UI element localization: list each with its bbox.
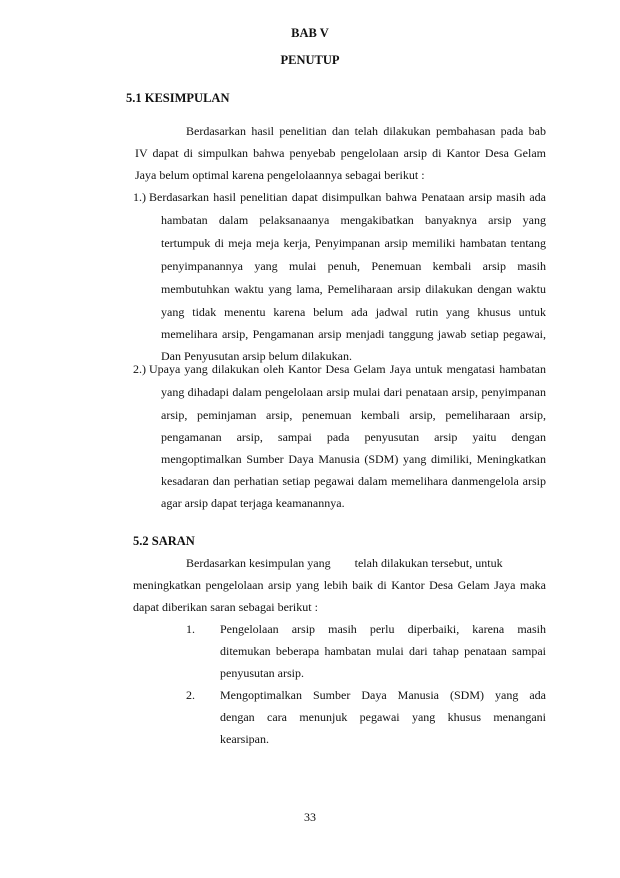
list-item-line: memelihara arsip, Pengamanan arsip menjadi tanggung jawab setiap pegawai,	[161, 327, 546, 341]
list-item-line: kesadaran dan perhatian setiap pegawai dalam memelihara danmengelola arsip	[161, 474, 546, 488]
list-item-line: membutuhkan waktu yang lama, Pemeliharaan arsip dilakukan dengan waktu	[161, 282, 546, 296]
list-item-line: tertumpuk di meja meja kerja, Penyimpanan arsip memiliki hambatan tentang	[161, 236, 546, 250]
list-item-line: kearsipan.	[220, 732, 269, 746]
list-item-line: Upaya yang dilakukan oleh Kantor Desa Gelam Jaya untuk mengatasi hambatan	[149, 362, 546, 376]
paragraph-line: Berdasarkan hasil penelitian dan telah dilakukan pembahasan pada bab	[186, 124, 546, 138]
list-item-line: arsip, peminjaman arsip, penemuan kembali arsip, pemeliharaan arsip,	[161, 408, 546, 422]
list-item-line: penyimpanannya yang mulai penuh, Penemuan kembali arsip masih	[161, 259, 546, 273]
list-item-line: Dan Penyusutan arsip belum dilakukan.	[161, 349, 352, 363]
list-marker: 1.	[186, 622, 195, 636]
section-heading-saran: 5.2 SARAN	[133, 534, 195, 548]
list-item-line: dengan cara menunjuk pegawai yang khusus menangani	[220, 710, 546, 724]
list-item-line: yang tidak menentu karena belum ada jadwal rutin yang khusus untuk	[161, 305, 546, 319]
list-item-line: pengamanan arsip, sampai pada penyusutan arsip yaitu dengan	[161, 430, 546, 444]
chapter-number: BAB V	[291, 26, 329, 40]
list-item-line: agar arsip dapat terjaga keamanannya.	[161, 496, 345, 510]
list-item-line: Mengoptimalkan Sumber Daya Manusia (SDM) yang ada	[220, 688, 546, 702]
list-item-line: hambatan dalam pelaksanaanya mengakibatkan banyaknya arsip yang	[161, 213, 546, 227]
paragraph-line: Jaya belum optimal karena pengelolaannya sebagai berikut :	[135, 168, 425, 182]
list-item-line: ditemukan beberapa hambatan mulai dari tahap penataan sampai	[220, 644, 546, 658]
paragraph-line: dapat diberikan saran sebagai berikut :	[133, 600, 318, 614]
list-marker: 1.)	[133, 190, 146, 204]
list-marker: 2.	[186, 688, 195, 702]
list-marker: 2.)	[133, 362, 146, 376]
list-item-line: penyusutan arsip.	[220, 666, 304, 680]
chapter-title: PENUTUP	[280, 53, 340, 67]
paragraph-line: meningkatkan pengelolaan arsip yang lebih baik di Kantor Desa Gelam Jaya maka	[133, 578, 546, 592]
paragraph-line: Berdasarkan kesimpulan yang telah dilakukan tersebut, untuk	[186, 556, 503, 570]
list-item-line: mengoptimalkan Sumber Daya Manusia (SDM) yang dimiliki, Meningkatkan	[161, 452, 546, 466]
list-item-line: Berdasarkan hasil penelitian dapat disimpulkan bahwa Penataan arsip masih ada	[149, 190, 546, 204]
paragraph-line: IV dapat di simpulkan bahwa penyebab pengelolaan arsip di Kantor Desa Gelam	[135, 146, 546, 160]
list-item-line: yang dihadapi dalam pengelolaan arsip mulai dari penataan arsip, penyimpanan	[161, 385, 546, 399]
page-number: 33	[304, 810, 316, 824]
section-heading-kesimpulan: 5.1 KESIMPULAN	[126, 91, 230, 105]
list-item-line: Pengelolaan arsip masih perlu diperbaiki, karena masih	[220, 622, 546, 636]
